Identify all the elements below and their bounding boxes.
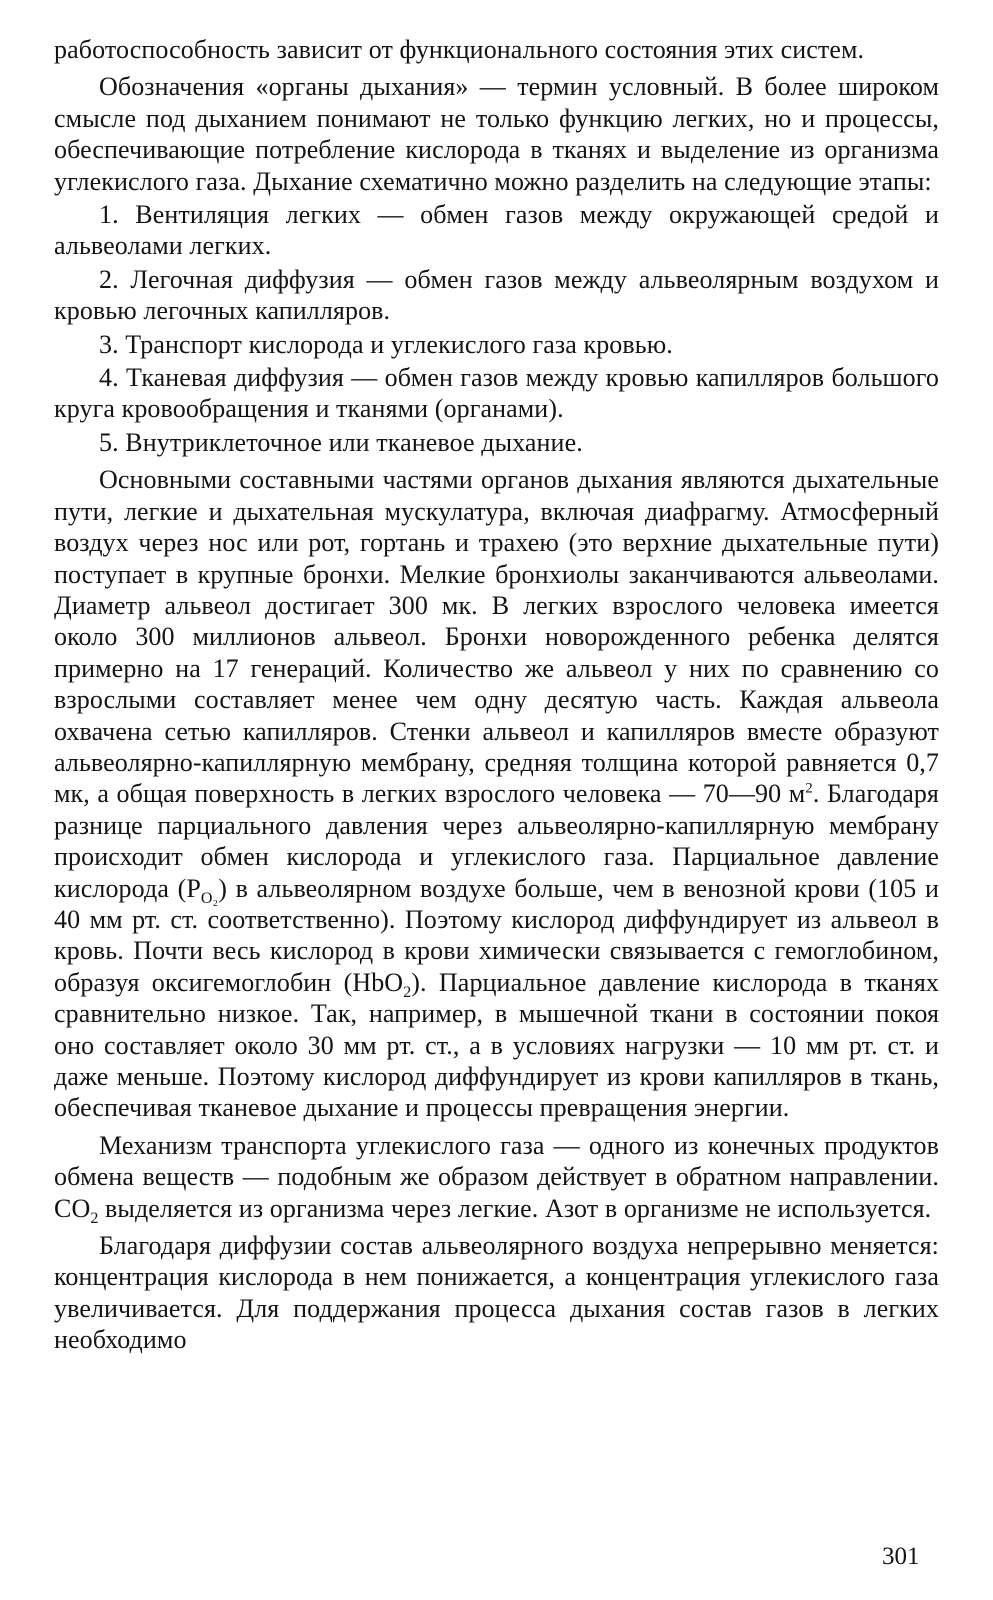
list-item-lung-diffusion: 2. Легочная диффузия — обмен газов между альвеолярным воздухом и кровью легочных капилляров.	[54, 264, 939, 326]
list-item-gas-transport: 3. Транспорт кислорода и углекислого газа кровью.	[99, 329, 673, 359]
body-text	[54, 34, 939, 1356]
paragraph-co2-transport	[54, 1130, 939, 1227]
subscript: O₂	[200, 889, 219, 907]
subscript: 2	[90, 1209, 99, 1227]
text-run: ). Парциальное давление кислорода в тканях сравнительно низкое. Так, например, в мышечной ткани в состоянии покоя оно составляет около 30 мм рт. ст., а в условиях нагрузки — 10 мм рт. ст. и даже меньше. Поэтому кислород диффундирует из крови капилляров в ткань, обеспечивая тканевое дыхание и процессы превращения энергии.	[54, 967, 939, 1123]
text-run: ) в альвеолярном воздухе больше, чем в венозной крови (105 и 40 мм рт. ст. соответственно). Поэтому кислород диффундирует из альвеол в кровь. Почти весь кислород в крови химически связывается с гемоглобином, образуя оксигемоглобин (HbO	[54, 873, 939, 997]
list-item-tissue-diffusion: 4. Тканевая диффузия — обмен газов между кровью капилляров большого круга кровообращения и тканями (органами).	[54, 363, 939, 424]
subscript: 2	[403, 983, 412, 1001]
superscript: 2	[805, 780, 813, 797]
text-run: . Благодаря разнице парциального давления через альвеолярно-капиллярную мембрану происходит обмен кислорода и углекислого газа. Парциальное давление кислорода (P	[54, 779, 939, 903]
text-run: выделяется из организма через легкие. Азот в организме не используется.	[98, 1193, 932, 1223]
list-item-cellular-respiration: 5. Внутриклеточное или тканевое дыхание.	[99, 427, 583, 457]
paragraph-continuation: работоспособность зависит от функционального состояния этих систем.	[54, 35, 865, 64]
paragraph-alveolar-air: Благодаря диффузии состав альвеолярного воздуха непрерывно меняется: концентрация кислорода в нем понижается, а концентрация углекислого газа увеличивается. Для поддержания процесса дыхания состав газов в легких необходимо	[54, 1231, 939, 1355]
text-run: Основными составными частями органов дыхания являются дыхательные пути, легкие и дыхательная мускулатура, включая диафрагму. Атмосферный воздух через нос или рот, гортань и трахею (это верхние дыхательные пути) поступает в крупные бронхи. Мелкие бронхиолы заканчиваются альвеолами. Диаметр альвеол достигает 300 мк. В легких взрослого человека имеется около 300 миллионов альвеол. Бронхи новорожденного ребенка делятся примерно на 17 генераций. Количество же альвеол у них по сравнению со взрослыми составляет менее чем одну десятую часть. Каждая альвеола охвачена сетью капилляров. Стенки альвеол и капилляров вместе образуют альвеолярно-капиллярную мембрану, средняя толщина которой равняется 0,7 мк, а общая поверхность в легких взрослого человека — 70—90 м	[54, 465, 939, 809]
list-item-ventilation: 1. Вентиляция легких — обмен газов между окружающей средой и альвеолами легких.	[54, 200, 939, 261]
text-run: Механизм транспорта углекислого газа — одного из конечных продуктов обмена веществ — подобным же образом действует в обратном направлении. CO	[54, 1130, 939, 1223]
paragraph-respiration-definition: Обозначения «органы дыхания» — термин условный. В более широком смысле под дыханием понимают не только функцию легких, но и процессы, обеспечивающие потребление кислорода в тканях и выделение из организма углекислого газа. Дыхание схематично можно разделить на следующие этапы:	[54, 72, 939, 196]
page-number: 301	[882, 1543, 920, 1570]
paragraph-respiratory-organs	[54, 464, 939, 1124]
